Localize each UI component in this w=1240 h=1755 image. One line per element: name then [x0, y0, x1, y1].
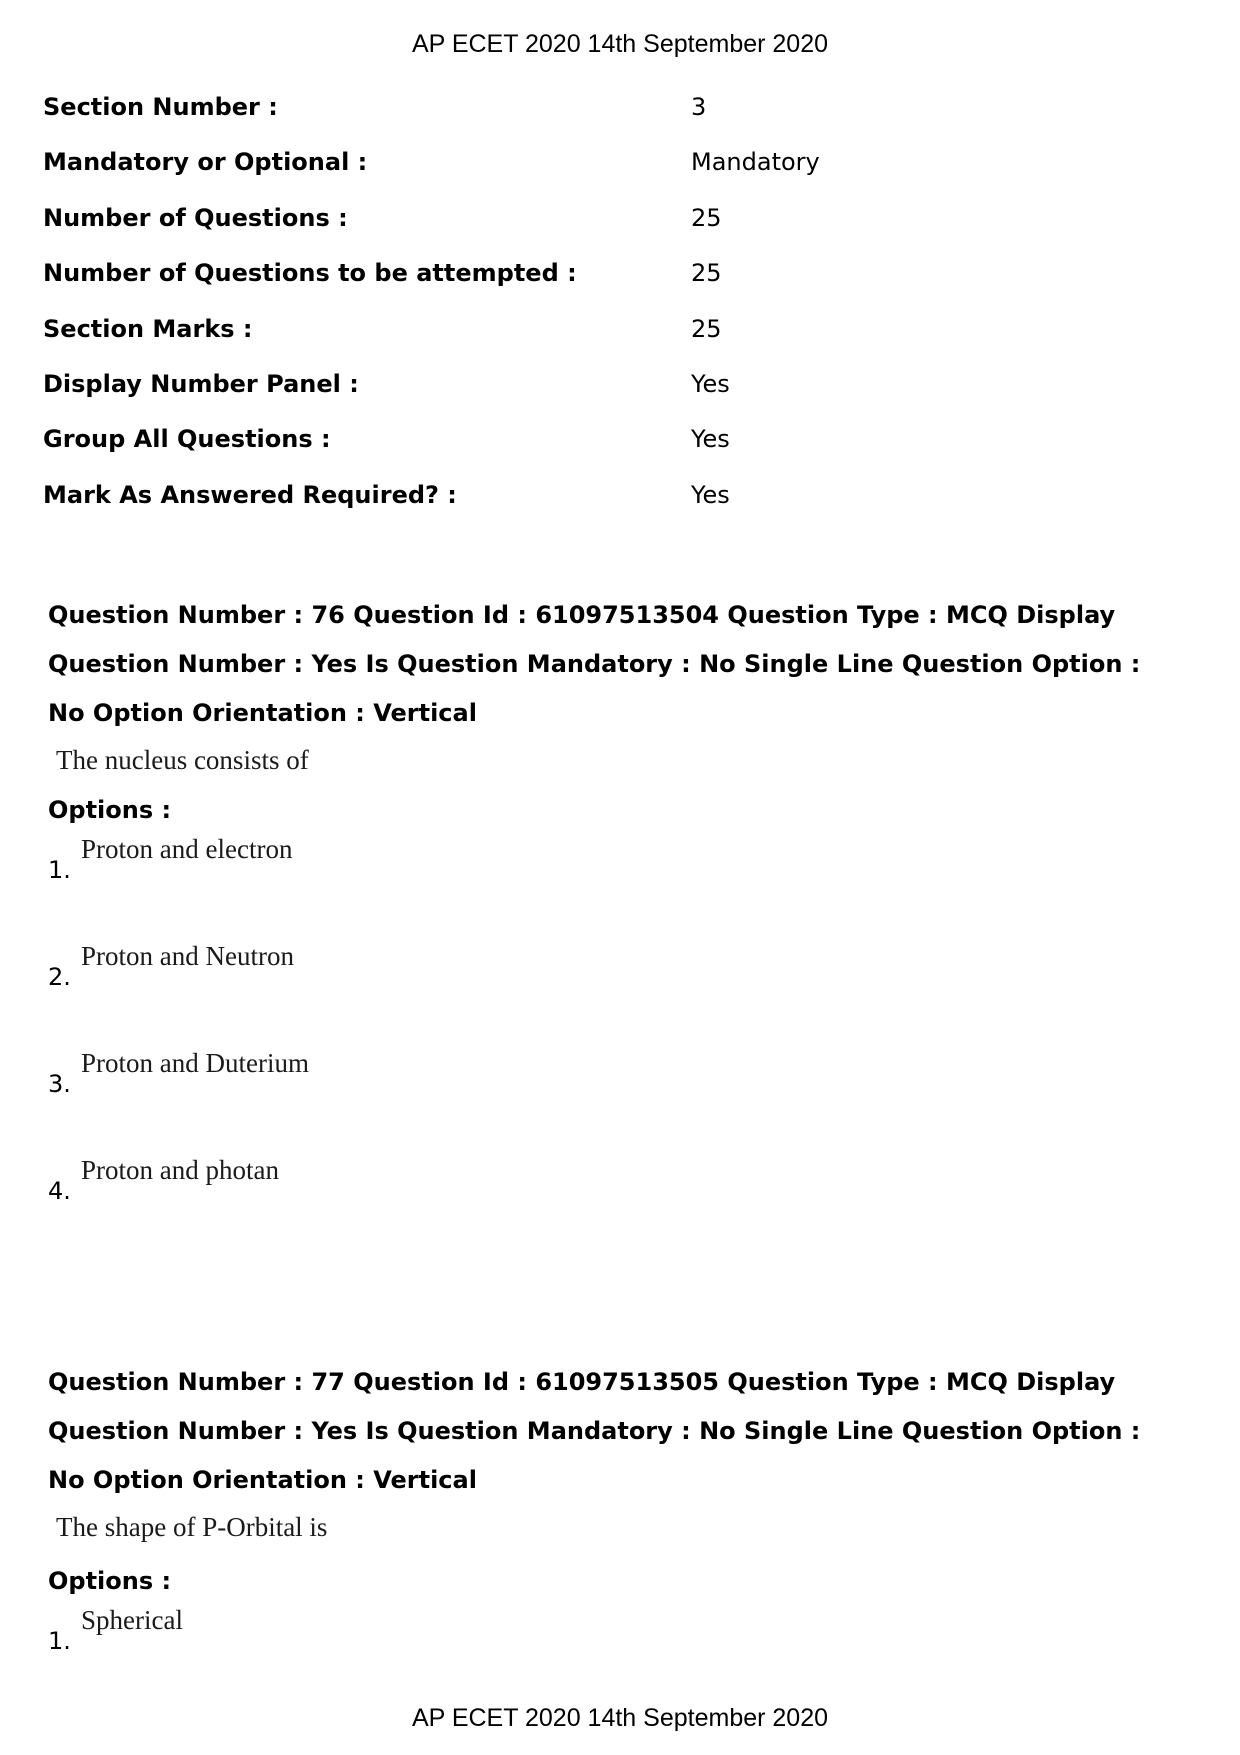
question-text: The shape of P-Orbital is	[56, 1512, 328, 1542]
info-row-group-all-questions	[43, 424, 1193, 479]
info-label: Mark As Answered Required? :	[43, 480, 457, 509]
info-value: 25	[691, 314, 722, 343]
info-row-questions-to-attempt	[43, 258, 1193, 313]
option-number: 3.	[48, 1070, 71, 1098]
page-footer: AP ECET 2020 14th September 2020	[411, 1704, 829, 1732]
info-value: Mandatory	[691, 148, 820, 177]
info-row-mark-as-answered	[43, 480, 1193, 535]
question-block	[48, 591, 1198, 1262]
option-item	[48, 941, 1198, 1048]
info-value: 3	[691, 93, 707, 121]
info-row-section-marks	[43, 314, 1193, 369]
info-row-number-of-questions	[43, 203, 1193, 258]
option-number: 1.	[48, 856, 71, 884]
info-value: Yes	[691, 369, 730, 398]
option-text: Proton and Duterium	[81, 1048, 309, 1078]
info-label: Number of Questions to be attempted :	[43, 259, 577, 288]
option-item	[48, 1605, 1198, 1712]
section-info-table	[43, 92, 1193, 535]
info-row-mandatory	[43, 147, 1193, 202]
info-label: Section Number :	[43, 93, 278, 121]
info-label: Section Marks :	[43, 314, 253, 343]
option-text: Proton and electron	[81, 834, 293, 864]
option-number: 2.	[48, 963, 71, 991]
info-value: Yes	[691, 480, 730, 509]
option-text: Proton and Neutron	[81, 941, 294, 971]
option-item	[48, 1155, 1198, 1262]
info-value: 25	[691, 203, 722, 232]
info-label: Group All Questions :	[43, 425, 331, 454]
question-text: The nucleus consists of	[56, 745, 309, 775]
options-label: Options :	[48, 1567, 172, 1595]
option-text: Proton and photan	[81, 1155, 279, 1185]
question-meta: Question Number : 77 Question Id : 61097513505 Question Type : MCQ Display Question Number : Yes Is Question Mandatory : No Single Line Question Option : No Option Orientation : Vertical	[48, 1368, 1141, 1494]
info-label: Mandatory or Optional :	[43, 148, 368, 177]
option-item	[48, 834, 1198, 941]
option-number: 1.	[48, 1627, 71, 1655]
question-meta: Question Number : 76 Question Id : 61097513504 Question Type : MCQ Display Question Number : Yes Is Question Mandatory : No Single Line Question Option : No Option Orientation : Vertical	[48, 601, 1141, 727]
question-block	[48, 1358, 1198, 1712]
option-number: 4.	[48, 1177, 71, 1205]
info-value: 25	[691, 259, 722, 288]
info-value: Yes	[691, 425, 730, 454]
info-row-display-number-panel	[43, 369, 1193, 424]
info-label: Display Number Panel :	[43, 369, 359, 398]
option-text: Spherical	[81, 1605, 183, 1635]
option-item	[48, 1048, 1198, 1155]
info-row-section-number	[43, 92, 1193, 147]
options-label: Options :	[48, 796, 172, 824]
info-label: Number of Questions :	[43, 203, 348, 232]
page-header: AP ECET 2020 14th September 2020	[411, 30, 829, 58]
